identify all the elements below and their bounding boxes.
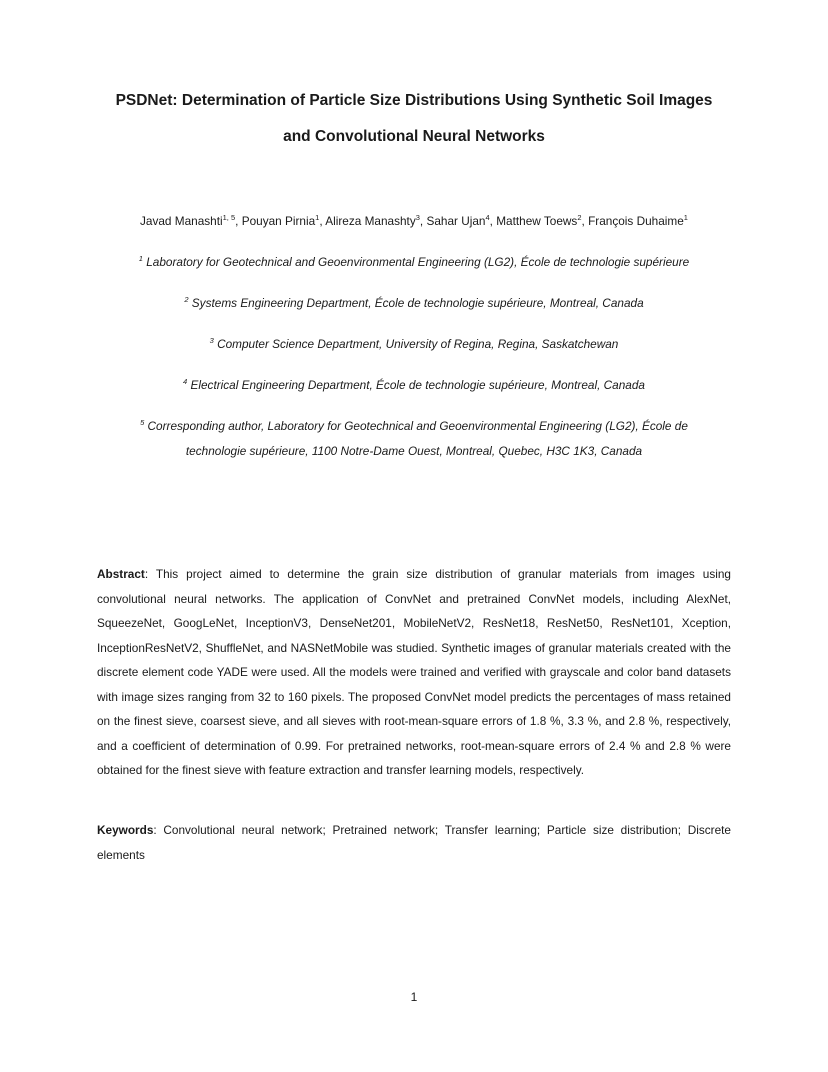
- affiliation-mark: 3: [209, 336, 214, 346]
- author-separator: ,: [235, 214, 242, 228]
- author-name: François Duhaime: [588, 214, 684, 228]
- author-affiliation-mark: 3: [415, 213, 420, 223]
- abstract-label: Abstract: [97, 567, 145, 581]
- author-separator: ,: [419, 214, 427, 228]
- affiliation-5-line-1: [60, 414, 768, 439]
- affiliation-text: Laboratory for Geotechnical and Geoenvironmental Engineering (LG2), École de technologie supérieure: [142, 255, 690, 269]
- title-line-2: and Convolutional Neural Networks: [283, 128, 545, 145]
- author-name: Alireza Manashty: [325, 214, 416, 228]
- author-affiliation-mark: 2: [577, 213, 582, 223]
- abstract: [97, 562, 731, 783]
- affiliation-text: Electrical Engineering Department, École de technologie supérieure, Montreal, Canada: [187, 378, 645, 392]
- affiliation-text: Computer Science Department, University of Regina, Regina, Saskatchewan: [213, 337, 619, 351]
- author-separator: ,: [581, 214, 589, 228]
- affiliation-text: Corresponding author, Laboratory for Geotechnical and Geoenvironmental Engineering (LG2), École de: [144, 419, 688, 433]
- page-number: 1: [410, 990, 418, 1004]
- affiliation-text: Systems Engineering Department, École de technologie supérieure, Montreal, Canada: [188, 296, 644, 310]
- keywords: [97, 818, 731, 867]
- author-name: Matthew Toews: [496, 214, 578, 228]
- author-list: [60, 212, 768, 230]
- paper-title: [60, 83, 768, 155]
- affiliation-mark: 1: [138, 254, 143, 264]
- author-name: Pouyan Pirnia: [241, 214, 316, 228]
- affiliation-3: [60, 332, 768, 357]
- author-name: Javad Manashti: [140, 214, 223, 228]
- author-separator: ,: [319, 214, 326, 228]
- affiliation-5-line-2: technologie supérieure, 1100 Notre-Dame Ouest, Montreal, Quebec, H3C 1K3, Canada: [185, 444, 643, 458]
- affiliation-5: [60, 414, 768, 464]
- affiliation-mark: 5: [140, 418, 145, 428]
- author-affiliation-mark: 4: [485, 213, 490, 223]
- affiliation-1: [60, 250, 768, 275]
- title-line-1: PSDNet: Determination of Particle Size Distributions Using Synthetic Soil Images: [115, 92, 713, 109]
- author-separator: ,: [489, 214, 497, 228]
- keywords-label: Keywords: [97, 823, 154, 837]
- affiliation-2: [60, 291, 768, 316]
- affiliation-4: [60, 373, 768, 398]
- author-affiliation-mark: 1: [683, 213, 688, 223]
- author-affiliation-mark: 1: [315, 213, 320, 223]
- author-name: Sahar Ujan: [426, 214, 486, 228]
- affiliation-mark: 2: [184, 295, 189, 305]
- affiliation-mark: 4: [183, 377, 188, 387]
- keywords-text: : Convolutional neural network; Pretrained network; Transfer learning; Particle size distribution; Discrete elements: [97, 823, 731, 862]
- abstract-text: : This project aimed to determine the grain size distribution of granular materials from images using convolutional neural networks. The application of ConvNet and pretrained ConvNet models, including AlexNet, SqueezeNet, GoogLeNet, InceptionV3, DenseNet201, MobileNetV2, ResNet18, ResNet50, ResNet101, Xception, InceptionResNetV2, ShuffleNet, and NASNetMobile was studied. Synthetic images of granular materials created with the discrete element code YADE were used. All the models were trained and verified with grayscale and color band datasets with image sizes ranging from 32 to 160 pixels. The proposed ConvNet model predicts the percentages of mass retained on the finest sieve, coarsest sieve, and all sieves with root-mean-square errors of 1.8 %, 3.3 %, and 2.8 %, respectively, and a coefficient of determination of 0.99. For pretrained networks, root-mean-square errors of 2.4 % and 2.8 % were obtained for the finest sieve with feature extraction and transfer learning models, respectively.: [97, 567, 731, 777]
- author-affiliation-mark: 1, 5: [222, 213, 236, 223]
